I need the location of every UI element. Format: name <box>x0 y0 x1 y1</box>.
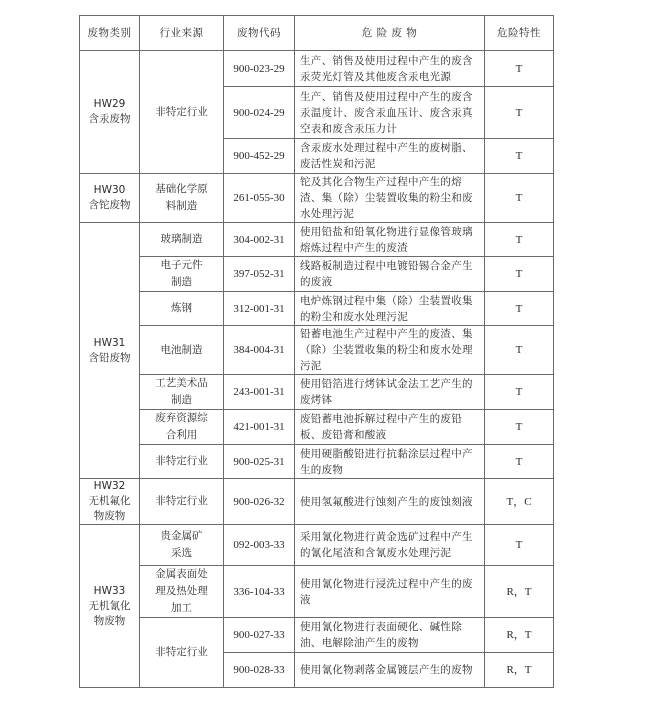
waste-category-line: 含铅废物 <box>88 351 131 364</box>
header-code: 废物代码 <box>224 16 295 51</box>
waste-category-line: 无机氰化 <box>88 599 131 612</box>
industry-source-cell <box>140 174 224 223</box>
table-row <box>80 445 554 479</box>
table-body <box>80 51 554 688</box>
waste-code: 900-028-33 <box>224 653 295 688</box>
industry-source-line: 合利用 <box>165 429 198 441</box>
waste-category-line: HW30 <box>93 184 126 196</box>
table-row <box>80 618 554 653</box>
industry-source-line: 电子元件 <box>160 259 203 271</box>
table-row <box>80 566 554 618</box>
industry-source-line: 料制造 <box>165 200 198 212</box>
industry-source-line: 非特定行业 <box>155 646 208 658</box>
industry-source-line: 工艺美术品 <box>155 377 208 389</box>
waste-category-cell <box>80 51 140 174</box>
industry-source-line: 制造 <box>171 276 192 288</box>
industry-source-line: 非特定行业 <box>155 495 208 507</box>
hazard-property: T <box>485 174 554 223</box>
waste-code: 900-024-29 <box>224 87 295 139</box>
waste-description: 生产、销售及使用过程中产生的废含汞荧光灯管及其他废含汞电光源 <box>295 51 485 87</box>
industry-source-line: 理及热处理 <box>155 585 208 597</box>
waste-category-line: 物废物 <box>93 510 126 522</box>
table-row <box>80 174 554 223</box>
waste-code: 900-027-33 <box>224 618 295 653</box>
hazard-property: T <box>485 326 554 375</box>
waste-description: 线路板制造过程中电镀铅锡合金产生的废液 <box>295 257 485 292</box>
waste-category-cell <box>80 525 140 688</box>
waste-description: 生产、销售及使用过程中产生的废含汞温度计、废含汞血压计、废含汞真空表和废含汞压力计 <box>295 87 485 139</box>
waste-code: 900-023-29 <box>224 51 295 87</box>
industry-source-line: 非特定行业 <box>155 105 208 118</box>
hazard-property: T <box>485 410 554 445</box>
hazard-property: R，T <box>485 566 554 618</box>
industry-source-cell <box>140 566 224 618</box>
waste-description: 铊及其化合物生产过程中产生的熔渣、集（除）尘装置收集的粉尘和废水处理污泥 <box>295 174 485 223</box>
table-row <box>80 525 554 566</box>
waste-description: 使用氰化物进行浸洗过程中产生的废液 <box>295 566 485 618</box>
waste-description: 使用氰化物进行表面硬化、碱性除油、电解除油产生的废物 <box>295 618 485 653</box>
industry-source-line: 加工 <box>171 602 192 614</box>
industry-source-cell <box>140 223 224 257</box>
header-source: 行业来源 <box>140 16 224 51</box>
industry-source-line: 电池制造 <box>160 343 203 356</box>
hazard-property: T <box>485 445 554 479</box>
waste-description: 使用氢氟酸进行蚀刻产生的废蚀刻液 <box>295 479 485 525</box>
table-row <box>80 326 554 375</box>
hazard-property: T <box>485 51 554 87</box>
industry-source-cell <box>140 292 224 326</box>
industry-source-cell <box>140 375 224 410</box>
industry-source-line: 采选 <box>171 547 192 559</box>
hazard-property: R，T <box>485 618 554 653</box>
hazard-property: T，C <box>485 479 554 525</box>
waste-description: 使用硬脂酸铅进行抗黏涂层过程中产生的废物 <box>295 445 485 479</box>
header-row <box>80 16 554 51</box>
waste-category-line: HW33 <box>93 584 126 597</box>
table-row <box>80 257 554 292</box>
waste-description: 使用铅盐和铅氧化物进行显像管玻璃熔炼过程中产生的废渣 <box>295 223 485 257</box>
waste-category-cell <box>80 479 140 525</box>
industry-source-cell <box>140 257 224 292</box>
waste-code: 261-055-30 <box>224 174 295 223</box>
hazard-property: R，T <box>485 653 554 688</box>
waste-code: 092-003-33 <box>224 525 295 566</box>
industry-source-cell <box>140 479 224 525</box>
table-row <box>80 479 554 525</box>
waste-description: 采用氰化物进行黄金选矿过程中产生的氰化尾渣和含氰废水处理污泥 <box>295 525 485 566</box>
industry-source-line: 炼钢 <box>171 302 192 314</box>
industry-source-line: 非特定行业 <box>155 455 208 467</box>
industry-source-cell <box>140 525 224 566</box>
industry-source-line: 废弃资源综 <box>155 412 208 424</box>
industry-source-line: 金属表面处 <box>155 568 208 580</box>
waste-description: 含汞废水处理过程中产生的废树脂、废活性炭和污泥 <box>295 139 485 174</box>
waste-category-line: HW32 <box>93 480 126 492</box>
waste-code: 397-052-31 <box>224 257 295 292</box>
waste-code: 900-026-32 <box>224 479 295 525</box>
hazard-property: T <box>485 87 554 139</box>
industry-source-line: 玻璃制造 <box>160 233 203 245</box>
hazard-property: T <box>485 223 554 257</box>
waste-code: 900-025-31 <box>224 445 295 479</box>
table-row <box>80 410 554 445</box>
waste-description: 使用氰化物剥落金属镀层产生的废物 <box>295 653 485 688</box>
hazard-property: T <box>485 292 554 326</box>
industry-source-cell <box>140 326 224 375</box>
waste-code: 304-002-31 <box>224 223 295 257</box>
waste-description: 废铅蓄电池拆解过程中产生的废铅板、废铅膏和酸液 <box>295 410 485 445</box>
hazard-property: T <box>485 139 554 174</box>
waste-code: 312-001-31 <box>224 292 295 326</box>
waste-category-cell <box>80 174 140 223</box>
waste-category-line: HW31 <box>93 336 126 349</box>
waste-description: 电炉炼钢过程中集（除）尘装置收集的粉尘和废水处理污泥 <box>295 292 485 326</box>
header-hazard: 危险特性 <box>485 16 554 51</box>
table-row <box>80 51 554 87</box>
waste-category-line: 无机氟化 <box>88 495 131 507</box>
header-waste: 危 险 废 物 <box>295 16 485 51</box>
waste-code: 900-452-29 <box>224 139 295 174</box>
header-category: 废物类别 <box>80 16 140 51</box>
industry-source-cell <box>140 445 224 479</box>
waste-category-line: 含铊废物 <box>88 199 131 211</box>
industry-source-line: 贵金属矿 <box>160 530 203 542</box>
waste-code: 336-104-33 <box>224 566 295 618</box>
waste-description: 使用铅箔进行烤钵试金法工艺产生的废烤钵 <box>295 375 485 410</box>
waste-code: 243-001-31 <box>224 375 295 410</box>
waste-code: 421-001-31 <box>224 410 295 445</box>
waste-category-line: HW29 <box>93 98 126 110</box>
industry-source-cell <box>140 618 224 688</box>
hazard-property: T <box>485 375 554 410</box>
industry-source-line: 制造 <box>171 394 192 406</box>
waste-category-line: 物废物 <box>93 614 126 627</box>
industry-source-cell <box>140 51 224 174</box>
table-row <box>80 375 554 410</box>
hazardous-waste-table <box>79 15 554 688</box>
waste-description: 铅蓄电池生产过程中产生的废渣、集（除）尘装置收集的粉尘和废水处理污泥 <box>295 326 485 375</box>
hazard-property: T <box>485 525 554 566</box>
table-row <box>80 292 554 326</box>
waste-category-line: 含汞废物 <box>88 113 131 125</box>
waste-category-cell <box>80 223 140 479</box>
hazard-property: T <box>485 257 554 292</box>
table-row <box>80 223 554 257</box>
industry-source-cell <box>140 410 224 445</box>
waste-code: 384-004-31 <box>224 326 295 375</box>
industry-source-line: 基础化学原 <box>155 183 208 195</box>
